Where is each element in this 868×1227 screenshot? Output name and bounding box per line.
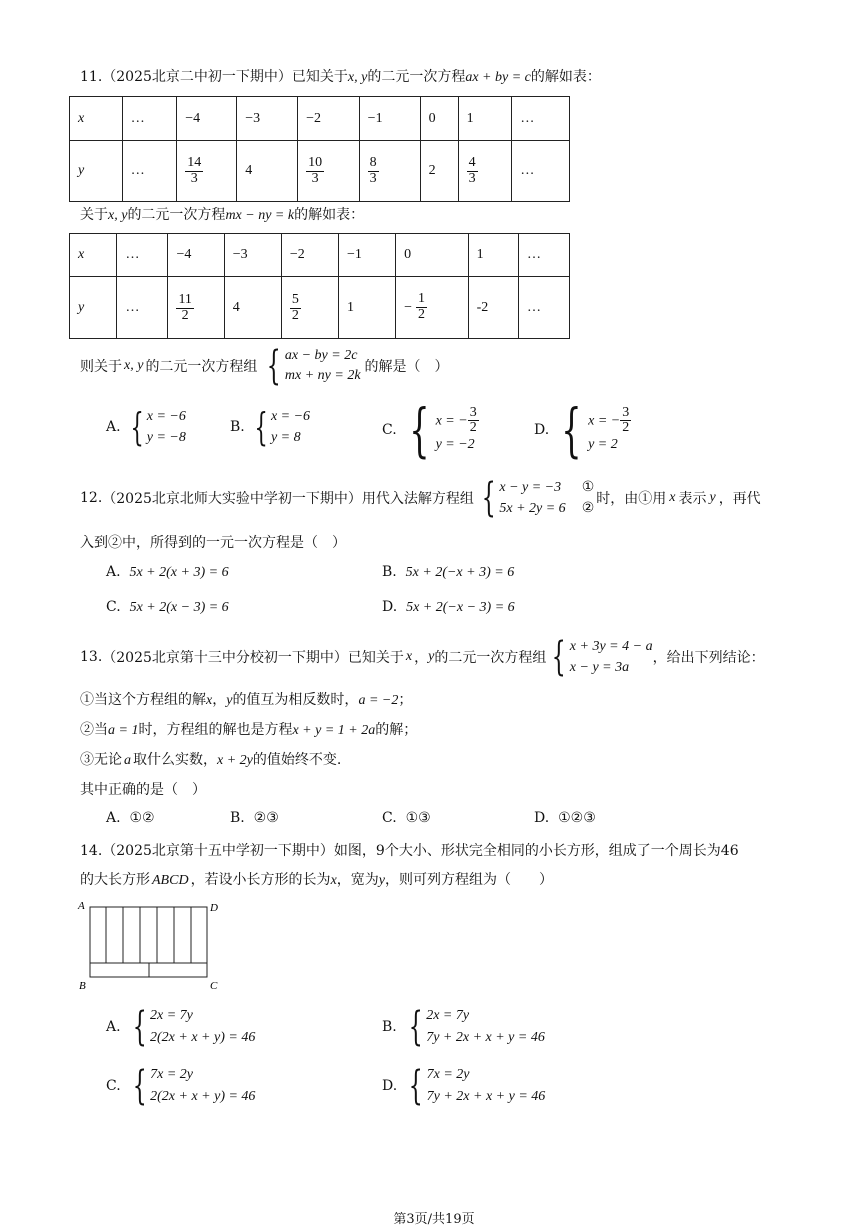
table1-x-cell: −2 — [298, 97, 360, 141]
table1-x-cell: −3 — [237, 97, 298, 141]
table1-y-cell: … — [122, 141, 176, 202]
vertex-a-label: A — [78, 900, 85, 912]
table2-x-cell: −4 — [168, 234, 224, 277]
table2-x-cell: 1 — [468, 234, 518, 277]
table1-y-cell: … — [512, 141, 570, 202]
table1-x-cell: −4 — [177, 97, 237, 141]
q14-option-d[interactable]: D. { 7x = 2y 7y + 2x + x + y = 46 — [382, 1063, 546, 1109]
table2-y-cell: 4 — [224, 277, 281, 339]
table2-x-cell: −1 — [338, 234, 395, 277]
q12-option-b[interactable]: B. 5x + 2(−x + 3) = 6 — [382, 564, 515, 580]
table2-y-cell: -2 — [468, 277, 518, 339]
q11-table2 — [69, 233, 570, 339]
q13-option-a[interactable]: A. ①② — [106, 810, 155, 826]
vertex-b-label: B — [79, 980, 86, 992]
page-footer: 第3页/共19页 — [393, 1212, 475, 1227]
q13-stem: 13. （2025北京第十三中分校初一下期中） 已知关于 x ， y 的二元一次方程组 { x + 3y = 4 − a x − y = 3a ，给出下列结论： — [80, 634, 765, 680]
table2-y-cell: … — [518, 277, 569, 339]
table1-y-cell: $\frac{8}{3}$ — [359, 141, 420, 202]
q12-stem: 12. （2025北京北师大实验中学初一下期中） 用代入法解方程组 { x − y = −3 5x + 2y = 6 ① ② 时，由①用 x 表示 y ，再代 — [80, 475, 761, 521]
q12-line2: 入到②中，所得到的一元一次方程是（ ） — [80, 535, 346, 551]
table2-x-cell: … — [518, 234, 569, 277]
table1-y-cell: 2 — [420, 141, 458, 202]
q14-option-b[interactable]: B. { 2x = 7y 7y + 2x + x + y = 46 — [382, 1004, 545, 1050]
q14-line2: 的大长方形 ABCD ，若设小长方形的长为x，宽为y，则可列方程组为（ ） — [80, 872, 553, 888]
table2-y-cell: … — [117, 277, 168, 339]
vertex-c-label: C — [210, 980, 218, 992]
q13-option-b[interactable]: B. ②③ — [230, 810, 279, 826]
table2-y-cell: $\frac{5}{2}$ — [281, 277, 338, 339]
q12-option-d[interactable]: D. 5x + 2(−x − 3) = 6 — [382, 599, 515, 615]
table1-x-cell: x — [70, 97, 123, 141]
table1-y-cell: $\frac{14}{3}$ — [177, 141, 237, 202]
q14-option-c[interactable]: C. { 7x = 2y 2(2x + x + y) = 46 — [106, 1063, 256, 1109]
q11-ask: 则关于 x, y 的二元一次方程组 { ax − by = 2c mx + ny = 2k 的解是（ ） — [80, 343, 449, 389]
q11-option-c[interactable]: C. { x = − $\frac{3}{2}$ y = −2 — [382, 396, 477, 464]
table1-y-cell: $\frac{4}{3}$ — [458, 141, 512, 202]
table1-x-cell: −1 — [359, 97, 420, 141]
q11-system: { ax − by = 2c mx + ny = 2k — [267, 343, 361, 389]
table1-y-cell: $\frac{10}{3}$ — [298, 141, 360, 202]
q13-option-c[interactable]: C. ①③ — [382, 810, 431, 826]
table2-y-cell: $\frac{11}{2}$ — [168, 277, 224, 339]
q14-option-a[interactable]: A. { 2x = 7y 2(2x + x + y) = 46 — [106, 1004, 256, 1050]
q12-option-a[interactable]: A. 5x + 2(x + 3) = 6 — [106, 564, 229, 580]
q11-mid: 关于x, y的二元一次方程mx − ny = k的解如表： — [80, 207, 365, 223]
q13-option-d[interactable]: D. ①②③ — [534, 810, 596, 826]
table2-x-cell: 0 — [396, 234, 468, 277]
table2-x-cell: x — [70, 234, 117, 277]
table2-y-cell: − $\frac{1}{2}$ — [396, 277, 468, 339]
table2-x-cell: −3 — [224, 234, 281, 277]
table2-y-cell: 1 — [338, 277, 395, 339]
vertex-d-label: D — [210, 902, 218, 914]
table1-x-cell: … — [122, 97, 176, 141]
table1-y-cell: 4 — [237, 141, 298, 202]
q13-conclusion-2: ②当a = 1时，方程组的解也是方程x + y = 1 + 2a的解； — [80, 722, 418, 738]
table2-x-cell: … — [117, 234, 168, 277]
q12-system: { x − y = −3 5x + 2y = 6 ① ② — [481, 475, 595, 521]
q13-conclusion-1: ①当这个方程组的解x，y的值互为相反数时，a = −2； — [80, 692, 413, 708]
q14-figure — [74, 897, 224, 993]
table2-y-cell: y — [70, 277, 117, 339]
table2-x-cell: −2 — [281, 234, 338, 277]
q11-option-b[interactable]: B. { x = −6 y = 8 — [230, 405, 311, 449]
table1-x-cell: … — [512, 97, 570, 141]
q13-ask: 其中正确的是（ ） — [80, 782, 206, 798]
table1-x-cell: 1 — [458, 97, 512, 141]
q12-option-c[interactable]: C. 5x + 2(x − 3) = 6 — [106, 599, 229, 615]
q11-option-d[interactable]: D. { x = − $\frac{3}{2}$ y = 2 — [534, 396, 630, 464]
q14-line1: 14.（2025北京第十五中学初一下期中）如图，9个大小、形状完全相同的小长方形，组成了一个周长为46 — [80, 843, 739, 859]
q11-table1 — [69, 96, 570, 202]
q11-stem: 11.（2025北京二中初一下期中）已知关于x, y的二元一次方程ax + by = c的解如表： — [80, 69, 601, 85]
table1-y-cell: y — [70, 141, 123, 202]
q13-system: { x + 3y = 4 − a x − y = 3a — [552, 634, 653, 680]
q11-option-a[interactable]: A. { x = −6 y = −8 — [106, 405, 186, 449]
table1-x-cell: 0 — [420, 97, 458, 141]
q13-conclusion-3: ③无论 a 取什么实数，x + 2y的值始终不变. — [80, 752, 342, 768]
